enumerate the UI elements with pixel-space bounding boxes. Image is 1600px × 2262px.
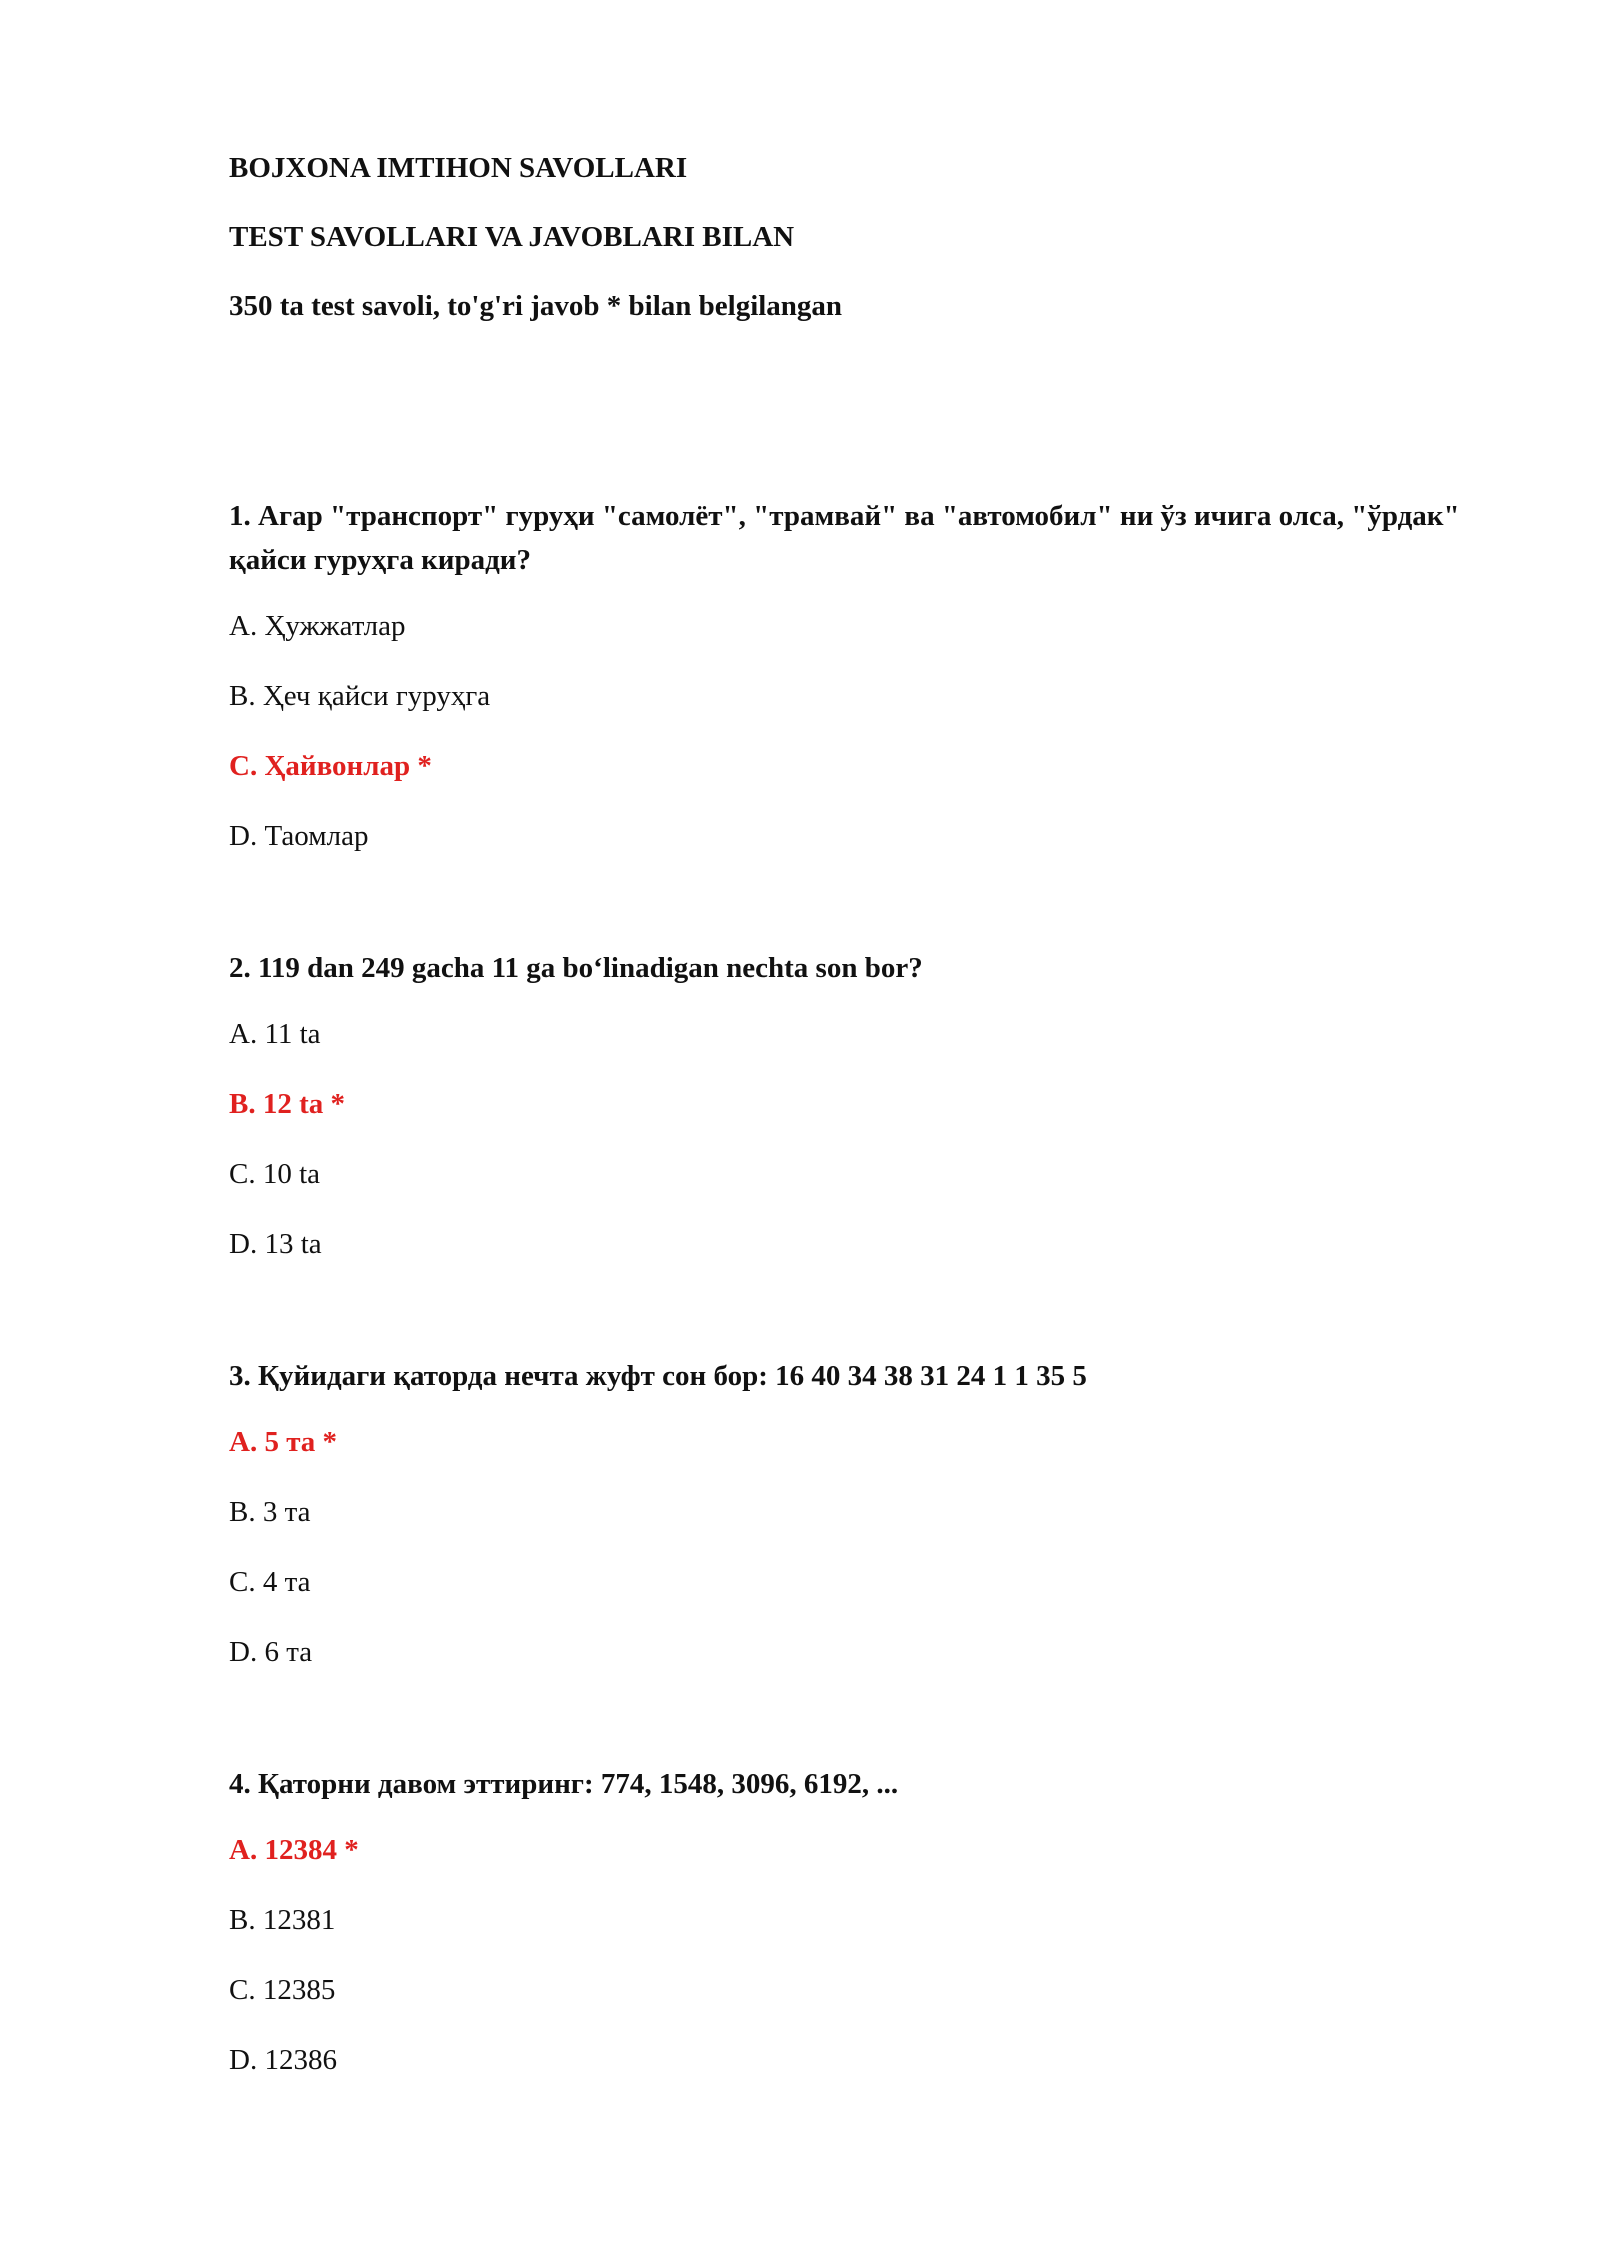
question-text: 3. Қуйидаги қаторда нечта жуфт сон бор: 16 40 34 38 31 24 1 1 35 5 bbox=[229, 1360, 1087, 1392]
option-c: C. 4 та bbox=[229, 1566, 311, 1598]
document-page bbox=[229, 150, 1499, 2170]
question-3 bbox=[229, 1354, 1499, 1670]
question-2 bbox=[229, 946, 1499, 1262]
option-c: C. 12385 bbox=[229, 1974, 336, 2006]
option-a: A. Ҳужжатлар bbox=[229, 610, 406, 642]
option-b: B. 12381 bbox=[229, 1904, 336, 1936]
question-4 bbox=[229, 1762, 1499, 2078]
document-note: 350 ta test savoli, to'g'ri javob * bilan belgilangan bbox=[229, 290, 843, 322]
document-title: BOJXONA IMTIHON SAVOLLARI bbox=[229, 152, 688, 184]
question-text: 4. Қаторни давом эттиринг: 774, 1548, 3096, 6192, ... bbox=[229, 1768, 899, 1800]
option-b: B. Ҳеч қайси гуруҳга bbox=[229, 680, 491, 712]
question-text: 2. 119 dan 249 gacha 11 ga bo‘linadigan nechta son bor? bbox=[229, 952, 923, 984]
option-a: A. 11 ta bbox=[229, 1018, 321, 1050]
option-b-correct: B. 12 ta * bbox=[229, 1088, 345, 1120]
question-text: 1. Агар "транспорт" гуруҳи "самолёт", "трамвай" ва "автомобил" ни ўз ичига олса, "ўрдак" қайси гуруҳга киради? bbox=[229, 500, 1460, 576]
option-d: D. Таомлар bbox=[229, 820, 369, 852]
option-c: C. 10 ta bbox=[229, 1158, 321, 1190]
option-d: D. 13 ta bbox=[229, 1228, 322, 1260]
option-d: D. 6 та bbox=[229, 1636, 313, 1668]
option-d: D. 12386 bbox=[229, 2044, 337, 2076]
question-1 bbox=[229, 494, 1499, 854]
option-a-correct: A. 5 та * bbox=[229, 1426, 338, 1458]
document-subtitle: TEST SAVOLLARI VA JAVOBLARI BILAN bbox=[229, 221, 795, 253]
option-b: B. 3 та bbox=[229, 1496, 311, 1528]
option-c-correct: C. Ҳайвонлар * bbox=[229, 750, 432, 782]
option-a-correct: A. 12384 * bbox=[229, 1834, 359, 1866]
